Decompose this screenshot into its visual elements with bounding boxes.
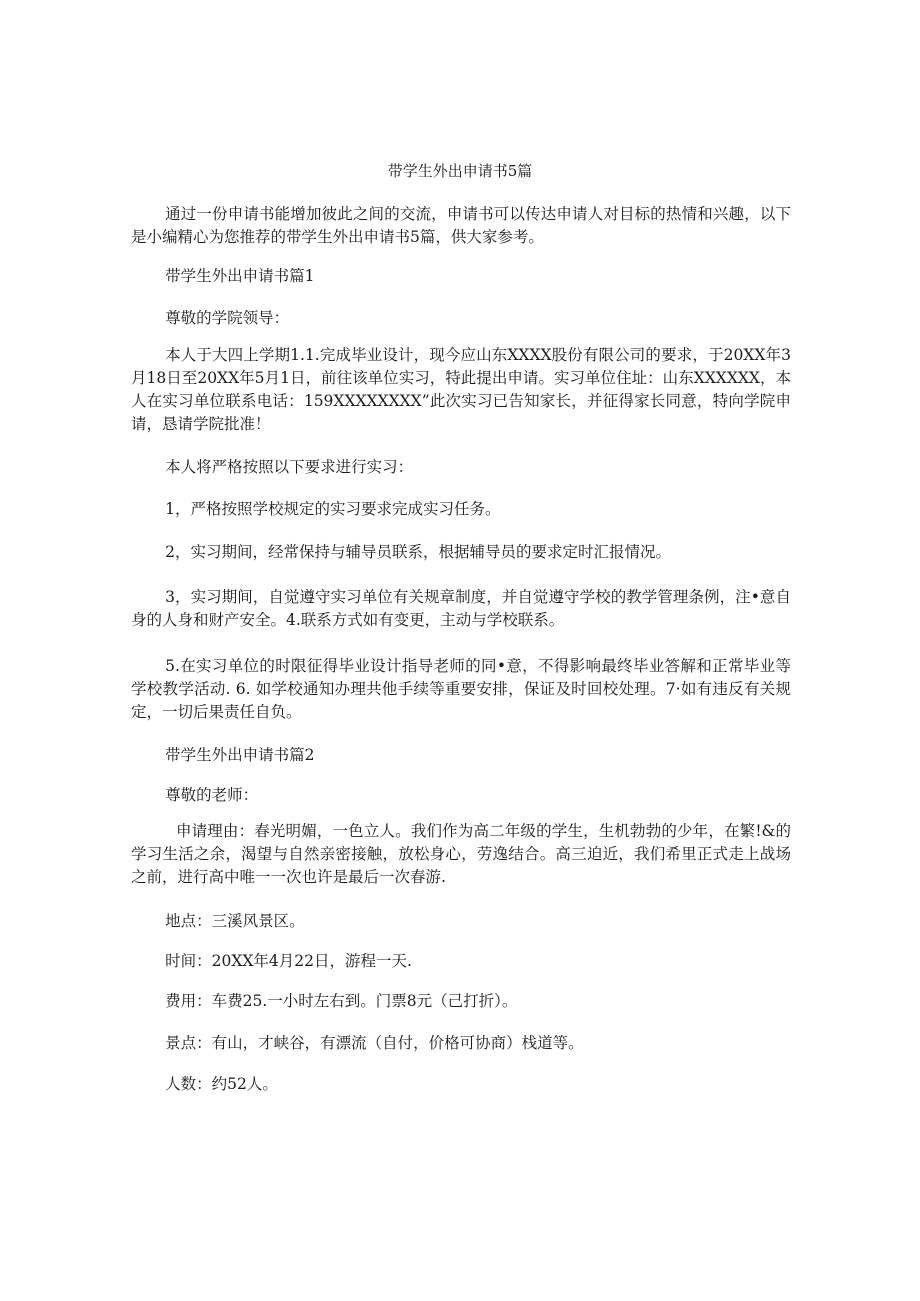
trip-sights: 景点：有山，才峡谷，有漂流（自付，价格可协商）栈道等。 [165, 1034, 584, 1052]
document-title: 带学生外出申请书5篇 [387, 162, 533, 180]
trip-location: 地点：三溪风景区。 [165, 912, 305, 930]
requirement-item-3: 3，实习期间，自觉遵守实习单位有关规章制度，并自觉遵守学校的教学管理条例，注•意自身的人身和财产安全。4.联系方式如有变更，主动与学校联系。 [131, 588, 791, 629]
requirements-intro: 本人将严格按照以下要求进行实习： [165, 458, 414, 476]
section1-heading: 带学生外出申请书篇1 [165, 267, 315, 285]
requirement-item-1: 1，严格按照学校规定的实习要求完成实习任务。 [165, 500, 501, 518]
requirement-item-2: 2，实习期间，经常保持与辅导员联系，根据辅导员的要求定时汇报情况。 [165, 543, 671, 561]
application-reason: 申请理由：春光明媚，一色立人。我们作为高二年级的学生，生机勃勃的少年，在繁!&的学习生活之余，渴望与自然亲密接触，放松身心，劳逸结合。高三迫近，我们希里正式走上战场之前，进行高中唯一一次也许是最后一次春游. [131, 822, 791, 886]
intro-paragraph: 通过一份申请书能增加彼此之间的交流，申请书可以传达申请人对目标的热情和兴趣，以下是小编精心为您推荐的带学生外出申请书5篇，供大家参考。 [131, 205, 791, 246]
section1-salutation: 尊敬的学院领导： [165, 309, 290, 327]
section1-body: 本人于大四上学期1.1.完成毕业设计，现今应山东XXXX股份有限公司的要求，于20XX年3月18日至20XX年5月1日，前往该单位实习，特此提出申请。实习单位住址：山东XXXXXX，本人在实习单位联系电话：159XXXXXXXX”此次实习已告知家长，并征得家长同意，特向学院申请，恳请学院批准！ [131, 346, 791, 433]
trip-time: 时间：20XX年4月22日，游程一天. [165, 952, 412, 970]
section2-salutation: 尊敬的老师： [165, 786, 259, 804]
trip-cost: 费用：车费25.一小时左右到。门票8元（己打折）。 [165, 992, 518, 1010]
requirement-item-5: 5.在实习单位的时限征得毕业设计指导老师的同•意，不得影响最终毕业答解和正常毕业等学校教学活动. 6. 如学校通知办理共他手续等重要安排，保证及时回校处理。7·如有违反有关规定，一切后果责任自负。 [131, 657, 791, 721]
trip-headcount: 人数：约52人。 [165, 1075, 278, 1093]
section2-heading: 带学生外出申请书篇2 [165, 746, 315, 764]
